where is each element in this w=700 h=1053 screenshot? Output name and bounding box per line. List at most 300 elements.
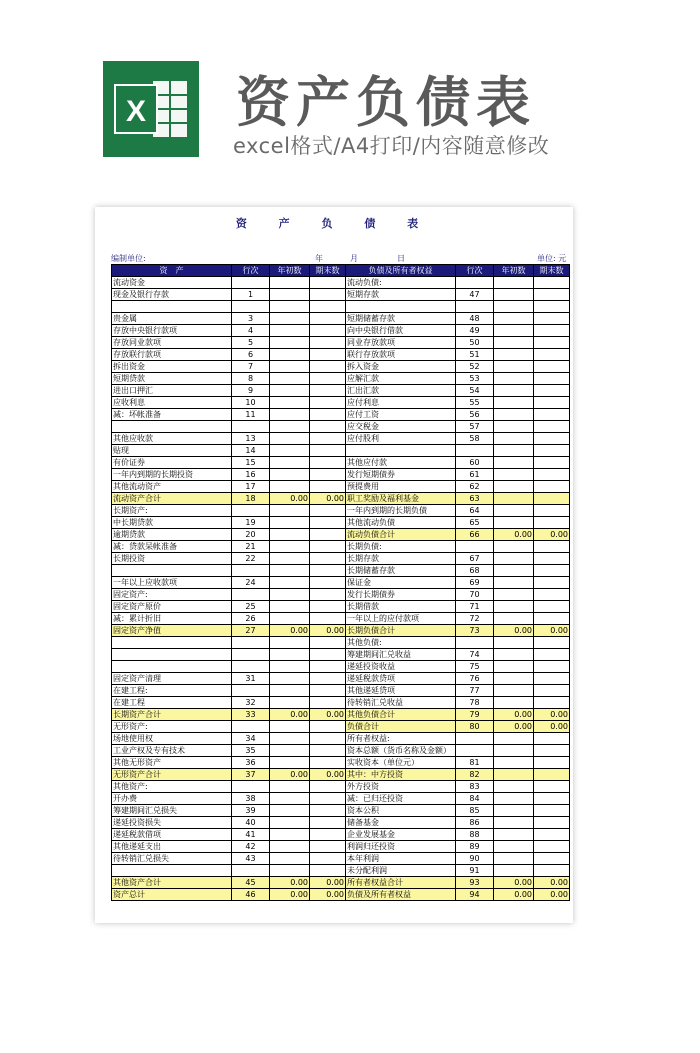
table-cell[interactable] <box>310 721 346 733</box>
table-cell[interactable]: 49 <box>456 325 494 337</box>
table-cell[interactable]: 向中央银行借款 <box>346 325 456 337</box>
table-cell[interactable] <box>534 481 570 493</box>
table-cell[interactable]: 短期贷款 <box>112 373 232 385</box>
table-cell[interactable] <box>494 685 534 697</box>
table-cell[interactable]: 进出口押汇 <box>112 385 232 397</box>
table-cell[interactable]: 0.00 <box>494 625 534 637</box>
table-cell[interactable]: 长期储蓄存款 <box>346 565 456 577</box>
table-cell[interactable] <box>534 505 570 517</box>
table-cell[interactable]: 应解汇款 <box>346 373 456 385</box>
table-cell[interactable] <box>270 781 310 793</box>
table-cell[interactable] <box>534 289 570 301</box>
table-cell[interactable] <box>494 289 534 301</box>
table-cell[interactable]: 27 <box>232 625 270 637</box>
table-cell[interactable] <box>310 529 346 541</box>
table-cell[interactable] <box>232 649 270 661</box>
table-cell[interactable] <box>456 301 494 313</box>
table-cell[interactable] <box>456 541 494 553</box>
table-cell[interactable]: 88 <box>456 829 494 841</box>
table-cell[interactable]: 38 <box>232 793 270 805</box>
table-cell[interactable]: 0.00 <box>310 889 346 901</box>
table-cell[interactable] <box>534 349 570 361</box>
table-cell[interactable] <box>270 301 310 313</box>
table-cell[interactable] <box>534 517 570 529</box>
table-cell[interactable]: 81 <box>456 757 494 769</box>
table-cell[interactable] <box>232 637 270 649</box>
table-cell[interactable] <box>310 337 346 349</box>
table-cell[interactable]: 负债合计 <box>346 721 456 733</box>
table-cell[interactable] <box>534 637 570 649</box>
table-cell[interactable] <box>534 361 570 373</box>
table-cell[interactable] <box>232 685 270 697</box>
table-cell[interactable] <box>346 301 456 313</box>
table-cell[interactable] <box>310 457 346 469</box>
table-cell[interactable]: 80 <box>456 721 494 733</box>
table-cell[interactable]: 21 <box>232 541 270 553</box>
table-cell[interactable]: 递延投资收益 <box>346 661 456 673</box>
table-cell[interactable] <box>494 481 534 493</box>
table-cell[interactable]: 所有者权益合计 <box>346 877 456 889</box>
table-cell[interactable]: 50 <box>456 337 494 349</box>
table-cell[interactable]: 筹建期间汇兑损失 <box>112 805 232 817</box>
table-cell[interactable]: 0.00 <box>270 769 310 781</box>
table-cell[interactable] <box>270 853 310 865</box>
table-cell[interactable] <box>270 589 310 601</box>
table-cell[interactable]: 94 <box>456 889 494 901</box>
table-cell[interactable] <box>270 397 310 409</box>
table-cell[interactable] <box>310 565 346 577</box>
table-cell[interactable] <box>270 601 310 613</box>
table-cell[interactable] <box>270 421 310 433</box>
table-cell[interactable] <box>494 349 534 361</box>
table-cell[interactable]: 0.00 <box>270 493 310 505</box>
table-cell[interactable]: 6 <box>232 349 270 361</box>
table-cell[interactable] <box>494 373 534 385</box>
table-cell[interactable]: 0.00 <box>494 877 534 889</box>
table-cell[interactable] <box>112 637 232 649</box>
table-cell[interactable]: 84 <box>456 793 494 805</box>
table-cell[interactable] <box>232 865 270 877</box>
table-cell[interactable] <box>494 301 534 313</box>
table-cell[interactable] <box>112 565 232 577</box>
table-cell[interactable]: 74 <box>456 649 494 661</box>
table-cell[interactable]: 长期存款 <box>346 553 456 565</box>
table-cell[interactable]: 保证金 <box>346 577 456 589</box>
table-cell[interactable] <box>534 493 570 505</box>
table-cell[interactable]: 0.00 <box>494 889 534 901</box>
table-cell[interactable]: 预提费用 <box>346 481 456 493</box>
table-cell[interactable]: 11 <box>232 409 270 421</box>
table-cell[interactable]: 筹建期间汇兑收益 <box>346 649 456 661</box>
table-cell[interactable]: 在建工程: <box>112 685 232 697</box>
table-cell[interactable] <box>270 337 310 349</box>
table-cell[interactable] <box>494 565 534 577</box>
table-cell[interactable] <box>310 613 346 625</box>
table-cell[interactable] <box>534 589 570 601</box>
table-cell[interactable] <box>270 649 310 661</box>
table-cell[interactable]: 负债及所有者权益 <box>346 889 456 901</box>
table-cell[interactable]: 利润归还投资 <box>346 841 456 853</box>
table-cell[interactable]: 54 <box>456 385 494 397</box>
table-cell[interactable] <box>494 337 534 349</box>
table-cell[interactable] <box>494 793 534 805</box>
table-cell[interactable] <box>534 433 570 445</box>
table-cell[interactable] <box>270 277 310 289</box>
table-cell[interactable] <box>270 457 310 469</box>
table-cell[interactable]: 其他负债: <box>346 637 456 649</box>
table-cell[interactable]: 其他应付款 <box>346 457 456 469</box>
table-cell[interactable]: 0.00 <box>310 877 346 889</box>
table-cell[interactable] <box>534 601 570 613</box>
table-cell[interactable]: 48 <box>456 313 494 325</box>
table-cell[interactable]: 固定资产: <box>112 589 232 601</box>
table-cell[interactable]: 0.00 <box>310 709 346 721</box>
table-cell[interactable]: 39 <box>232 805 270 817</box>
table-cell[interactable]: 递延税款贷项 <box>346 673 456 685</box>
table-cell[interactable]: 36 <box>232 757 270 769</box>
table-cell[interactable] <box>310 793 346 805</box>
table-cell[interactable]: 89 <box>456 841 494 853</box>
table-cell[interactable] <box>112 649 232 661</box>
table-cell[interactable] <box>494 553 534 565</box>
table-cell[interactable] <box>310 661 346 673</box>
table-cell[interactable]: 长期负债: <box>346 541 456 553</box>
table-cell[interactable] <box>270 721 310 733</box>
table-cell[interactable] <box>270 469 310 481</box>
table-cell[interactable]: 实收资本（单位元） <box>346 757 456 769</box>
table-cell[interactable] <box>310 553 346 565</box>
table-cell[interactable]: 资本总额（货币名称及金额） <box>346 745 456 757</box>
table-cell[interactable] <box>534 397 570 409</box>
table-cell[interactable] <box>494 769 534 781</box>
table-cell[interactable] <box>270 865 310 877</box>
table-cell[interactable] <box>494 637 534 649</box>
table-cell[interactable] <box>310 745 346 757</box>
table-cell[interactable] <box>112 421 232 433</box>
table-cell[interactable]: 开办费 <box>112 793 232 805</box>
table-cell[interactable] <box>534 445 570 457</box>
table-cell[interactable] <box>310 781 346 793</box>
table-cell[interactable] <box>494 697 534 709</box>
table-cell[interactable] <box>270 673 310 685</box>
table-cell[interactable]: 0.00 <box>494 721 534 733</box>
table-cell[interactable] <box>270 697 310 709</box>
table-cell[interactable] <box>494 745 534 757</box>
table-cell[interactable]: 34 <box>232 733 270 745</box>
table-cell[interactable]: 15 <box>232 457 270 469</box>
table-cell[interactable]: 90 <box>456 853 494 865</box>
table-cell[interactable] <box>494 673 534 685</box>
table-cell[interactable] <box>270 661 310 673</box>
table-cell[interactable]: 存放联行款项 <box>112 349 232 361</box>
table-cell[interactable]: 0.00 <box>534 709 570 721</box>
table-cell[interactable] <box>534 337 570 349</box>
table-cell[interactable] <box>310 385 346 397</box>
table-cell[interactable]: 汇出汇款 <box>346 385 456 397</box>
table-cell[interactable] <box>310 589 346 601</box>
table-cell[interactable]: 其他资产合计 <box>112 877 232 889</box>
table-cell[interactable]: 固定资产清理 <box>112 673 232 685</box>
table-cell[interactable] <box>310 301 346 313</box>
table-cell[interactable] <box>310 697 346 709</box>
table-cell[interactable]: 1 <box>232 289 270 301</box>
table-cell[interactable] <box>270 517 310 529</box>
table-cell[interactable] <box>456 445 494 457</box>
table-cell[interactable]: 33 <box>232 709 270 721</box>
table-cell[interactable] <box>494 817 534 829</box>
table-cell[interactable] <box>310 313 346 325</box>
table-cell[interactable]: 71 <box>456 601 494 613</box>
table-cell[interactable] <box>494 661 534 673</box>
table-cell[interactable]: 63 <box>456 493 494 505</box>
table-cell[interactable] <box>270 613 310 625</box>
table-cell[interactable] <box>310 649 346 661</box>
table-cell[interactable]: 73 <box>456 625 494 637</box>
table-cell[interactable]: 47 <box>456 289 494 301</box>
table-cell[interactable]: 31 <box>232 673 270 685</box>
table-cell[interactable] <box>270 325 310 337</box>
table-cell[interactable]: 短期储蓄存款 <box>346 313 456 325</box>
table-cell[interactable]: 一年内到期的长期投资 <box>112 469 232 481</box>
table-cell[interactable] <box>534 853 570 865</box>
table-cell[interactable]: 0.00 <box>310 769 346 781</box>
table-cell[interactable]: 其中：中方投资 <box>346 769 456 781</box>
table-cell[interactable]: 72 <box>456 613 494 625</box>
table-cell[interactable]: 其他负债合计 <box>346 709 456 721</box>
table-cell[interactable] <box>534 565 570 577</box>
table-cell[interactable] <box>534 781 570 793</box>
table-cell[interactable] <box>534 841 570 853</box>
table-cell[interactable]: 0.00 <box>270 709 310 721</box>
table-cell[interactable]: 其他无形资产 <box>112 757 232 769</box>
table-cell[interactable]: 61 <box>456 469 494 481</box>
table-cell[interactable]: 流动资金 <box>112 277 232 289</box>
table-cell[interactable] <box>112 865 232 877</box>
table-cell[interactable]: 本年利润 <box>346 853 456 865</box>
table-cell[interactable]: 其他递延贷项 <box>346 685 456 697</box>
table-cell[interactable]: 0.00 <box>534 625 570 637</box>
table-cell[interactable] <box>310 733 346 745</box>
table-cell[interactable]: 应收利息 <box>112 397 232 409</box>
table-cell[interactable] <box>494 601 534 613</box>
table-cell[interactable] <box>534 865 570 877</box>
table-cell[interactable] <box>494 613 534 625</box>
table-cell[interactable] <box>270 637 310 649</box>
table-cell[interactable] <box>310 673 346 685</box>
table-cell[interactable] <box>270 817 310 829</box>
table-cell[interactable]: 中长期贷款 <box>112 517 232 529</box>
table-cell[interactable]: 82 <box>456 769 494 781</box>
table-cell[interactable] <box>232 505 270 517</box>
table-cell[interactable]: 17 <box>232 481 270 493</box>
table-cell[interactable]: 在建工程 <box>112 697 232 709</box>
table-cell[interactable] <box>270 565 310 577</box>
table-cell[interactable]: 长期投资 <box>112 553 232 565</box>
table-cell[interactable] <box>534 553 570 565</box>
table-cell[interactable] <box>310 445 346 457</box>
table-cell[interactable]: 57 <box>456 421 494 433</box>
table-cell[interactable]: 其他流动资产 <box>112 481 232 493</box>
table-cell[interactable] <box>494 853 534 865</box>
table-cell[interactable] <box>456 637 494 649</box>
table-cell[interactable] <box>534 301 570 313</box>
table-cell[interactable]: 拆入资金 <box>346 361 456 373</box>
table-cell[interactable]: 86 <box>456 817 494 829</box>
table-cell[interactable]: 工业产权及专有技术 <box>112 745 232 757</box>
table-cell[interactable]: 7 <box>232 361 270 373</box>
table-cell[interactable] <box>270 805 310 817</box>
table-cell[interactable] <box>270 841 310 853</box>
table-cell[interactable] <box>494 433 534 445</box>
table-cell[interactable]: 应付股利 <box>346 433 456 445</box>
table-cell[interactable]: 有价证券 <box>112 457 232 469</box>
table-cell[interactable]: 流动负债合计 <box>346 529 456 541</box>
table-cell[interactable]: 10 <box>232 397 270 409</box>
table-cell[interactable]: 一年以上应收款项 <box>112 577 232 589</box>
table-cell[interactable] <box>232 277 270 289</box>
table-cell[interactable] <box>270 529 310 541</box>
table-cell[interactable]: 其他递延支出 <box>112 841 232 853</box>
table-cell[interactable]: 0.00 <box>310 493 346 505</box>
table-cell[interactable] <box>310 277 346 289</box>
table-cell[interactable] <box>310 361 346 373</box>
table-cell[interactable] <box>456 733 494 745</box>
table-cell[interactable]: 0.00 <box>534 529 570 541</box>
table-cell[interactable] <box>270 289 310 301</box>
table-cell[interactable] <box>494 445 534 457</box>
table-cell[interactable] <box>494 457 534 469</box>
table-cell[interactable] <box>310 397 346 409</box>
table-cell[interactable] <box>494 385 534 397</box>
table-cell[interactable]: 减：已归还投资 <box>346 793 456 805</box>
table-cell[interactable]: 长期负债合计 <box>346 625 456 637</box>
table-cell[interactable]: 0.00 <box>270 877 310 889</box>
table-cell[interactable]: 应付工资 <box>346 409 456 421</box>
table-cell[interactable] <box>494 421 534 433</box>
table-cell[interactable] <box>494 649 534 661</box>
table-cell[interactable]: 0.00 <box>270 889 310 901</box>
table-cell[interactable]: 26 <box>232 613 270 625</box>
table-cell[interactable]: 未分配利润 <box>346 865 456 877</box>
table-cell[interactable] <box>494 505 534 517</box>
table-cell[interactable]: 37 <box>232 769 270 781</box>
table-cell[interactable] <box>494 325 534 337</box>
table-cell[interactable]: 联行存放款项 <box>346 349 456 361</box>
table-cell[interactable]: 减：累计折旧 <box>112 613 232 625</box>
table-cell[interactable] <box>310 409 346 421</box>
table-cell[interactable] <box>310 601 346 613</box>
table-cell[interactable]: 流动资产合计 <box>112 493 232 505</box>
table-cell[interactable]: 递延投资损失 <box>112 817 232 829</box>
table-cell[interactable]: 逾期贷款 <box>112 529 232 541</box>
table-cell[interactable] <box>534 313 570 325</box>
table-cell[interactable]: 56 <box>456 409 494 421</box>
table-cell[interactable]: 60 <box>456 457 494 469</box>
table-cell[interactable]: 资本公积 <box>346 805 456 817</box>
table-cell[interactable]: 长期资产合计 <box>112 709 232 721</box>
table-cell[interactable]: 0.00 <box>494 529 534 541</box>
table-cell[interactable]: 一年内到期的长期负债 <box>346 505 456 517</box>
table-cell[interactable]: 53 <box>456 373 494 385</box>
table-cell[interactable] <box>270 313 310 325</box>
table-cell[interactable] <box>534 421 570 433</box>
table-cell[interactable]: 待转销汇兑损失 <box>112 853 232 865</box>
table-cell[interactable] <box>494 541 534 553</box>
table-cell[interactable] <box>534 793 570 805</box>
table-cell[interactable]: 3 <box>232 313 270 325</box>
table-cell[interactable]: 短期存款 <box>346 289 456 301</box>
table-cell[interactable]: 发行短期债券 <box>346 469 456 481</box>
table-cell[interactable] <box>310 757 346 769</box>
table-cell[interactable]: 85 <box>456 805 494 817</box>
table-cell[interactable]: 91 <box>456 865 494 877</box>
table-cell[interactable] <box>494 589 534 601</box>
table-cell[interactable] <box>494 829 534 841</box>
table-cell[interactable] <box>494 397 534 409</box>
table-cell[interactable]: 0.00 <box>270 625 310 637</box>
table-cell[interactable]: 减：贷款呆帐准备 <box>112 541 232 553</box>
table-cell[interactable] <box>534 769 570 781</box>
table-cell[interactable] <box>534 277 570 289</box>
table-cell[interactable]: 企业发展基金 <box>346 829 456 841</box>
table-cell[interactable] <box>232 565 270 577</box>
table-cell[interactable]: 65 <box>456 517 494 529</box>
table-cell[interactable]: 外方投资 <box>346 781 456 793</box>
table-cell[interactable] <box>270 361 310 373</box>
table-cell[interactable]: 同业存放款项 <box>346 337 456 349</box>
table-cell[interactable] <box>534 469 570 481</box>
table-cell[interactable]: 其他资产: <box>112 781 232 793</box>
table-cell[interactable] <box>270 373 310 385</box>
table-cell[interactable]: 25 <box>232 601 270 613</box>
table-cell[interactable]: 76 <box>456 673 494 685</box>
table-cell[interactable] <box>232 589 270 601</box>
table-cell[interactable]: 83 <box>456 781 494 793</box>
table-cell[interactable] <box>456 277 494 289</box>
table-cell[interactable] <box>534 661 570 673</box>
table-cell[interactable] <box>310 805 346 817</box>
table-cell[interactable]: 资产总计 <box>112 889 232 901</box>
table-cell[interactable] <box>534 649 570 661</box>
table-cell[interactable] <box>310 433 346 445</box>
table-cell[interactable] <box>232 781 270 793</box>
table-cell[interactable]: 64 <box>456 505 494 517</box>
table-cell[interactable]: 5 <box>232 337 270 349</box>
table-cell[interactable] <box>310 517 346 529</box>
table-cell[interactable] <box>310 481 346 493</box>
table-cell[interactable] <box>310 325 346 337</box>
table-cell[interactable]: 贴现 <box>112 445 232 457</box>
table-cell[interactable]: 长期借款 <box>346 601 456 613</box>
table-cell[interactable] <box>310 853 346 865</box>
table-cell[interactable] <box>270 541 310 553</box>
table-cell[interactable] <box>534 745 570 757</box>
table-cell[interactable] <box>494 757 534 769</box>
table-cell[interactable] <box>270 733 310 745</box>
table-cell[interactable]: 51 <box>456 349 494 361</box>
table-cell[interactable] <box>232 661 270 673</box>
table-cell[interactable]: 46 <box>232 889 270 901</box>
table-cell[interactable] <box>534 613 570 625</box>
table-cell[interactable]: 18 <box>232 493 270 505</box>
table-cell[interactable] <box>112 661 232 673</box>
table-cell[interactable]: 93 <box>456 877 494 889</box>
table-cell[interactable]: 0.00 <box>534 721 570 733</box>
table-cell[interactable] <box>494 277 534 289</box>
table-cell[interactable]: 0.00 <box>534 877 570 889</box>
table-cell[interactable] <box>270 445 310 457</box>
table-cell[interactable]: 67 <box>456 553 494 565</box>
